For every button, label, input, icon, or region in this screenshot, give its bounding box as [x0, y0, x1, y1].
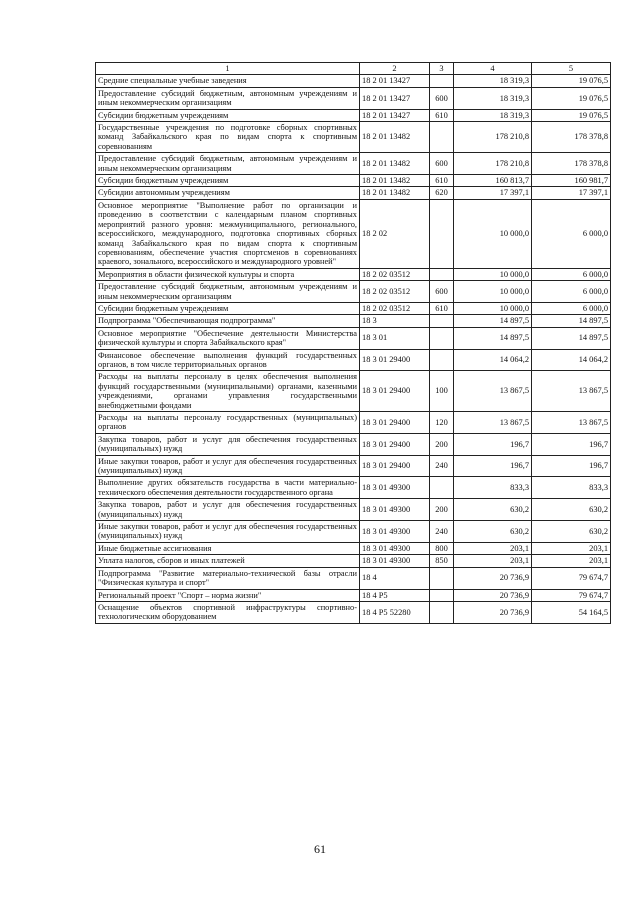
row-value-1: 178 210,8: [454, 153, 532, 175]
row-name: Финансовое обеспечение выполнения функций государственных органов, в том числе территориальных органов: [96, 349, 360, 371]
table-row: [96, 601, 611, 623]
row-value-1: 630,2: [454, 521, 532, 543]
row-value-1: 18 319,3: [454, 109, 532, 121]
row-code: 18 3 01 49300: [360, 542, 430, 554]
row-expense-type: [430, 75, 454, 87]
table-row: [96, 268, 611, 280]
row-code: 18 3 01 49300: [360, 521, 430, 543]
row-code: 18 3 01 29400: [360, 433, 430, 455]
row-expense-type: [430, 268, 454, 280]
table-row: [96, 87, 611, 109]
row-value-2: 79 674,7: [532, 589, 611, 601]
header-col-5: 5: [532, 63, 611, 75]
row-value-2: 6 000,0: [532, 268, 611, 280]
row-value-2: 196,7: [532, 433, 611, 455]
row-value-2: 19 076,5: [532, 87, 611, 109]
table-row: [96, 542, 611, 554]
header-col-1: 1: [96, 63, 360, 75]
row-value-2: 833,3: [532, 477, 611, 499]
row-expense-type: 100: [430, 371, 454, 412]
row-expense-type: [430, 349, 454, 371]
row-name: Региональный проект "Спорт – норма жизни": [96, 589, 360, 601]
row-code: 18 4: [360, 567, 430, 589]
table-row: [96, 315, 611, 327]
table-body: [96, 75, 611, 623]
row-code: 18 3 01 49300: [360, 555, 430, 567]
row-name: Субсидии бюджетным учреждениям: [96, 302, 360, 314]
table-row: [96, 75, 611, 87]
row-name: Субсидии бюджетным учреждениям: [96, 175, 360, 187]
row-expense-type: [430, 567, 454, 589]
row-name: Подпрограмма "Обеспечивающая подпрограмма": [96, 315, 360, 327]
row-name: Государственные учреждения по подготовке сборных спортивных команд Забайкальского края по видам спорта к спортивным соревнованиям: [96, 122, 360, 153]
row-code: 18 3 01 29400: [360, 349, 430, 371]
row-name: Основное мероприятие "Обеспечение деятельности Министерства физической культуры и спорта Забайкальского края": [96, 327, 360, 349]
row-value-1: 14 064,2: [454, 349, 532, 371]
row-name: Иные закупки товаров, работ и услуг для обеспечения государственных (муниципальных) нужд: [96, 521, 360, 543]
row-value-1: 13 867,5: [454, 412, 532, 434]
row-code: 18 3 01 49300: [360, 499, 430, 521]
row-name: Предоставление субсидий бюджетным, автономным учреждениям и иным некоммерческим организациям: [96, 153, 360, 175]
row-code: 18 3: [360, 315, 430, 327]
row-value-2: 13 867,5: [532, 371, 611, 412]
table-row: [96, 327, 611, 349]
row-value-1: 18 319,3: [454, 75, 532, 87]
row-expense-type: 610: [430, 175, 454, 187]
row-code: 18 4 P5: [360, 589, 430, 601]
row-value-2: 19 076,5: [532, 109, 611, 121]
row-expense-type: 610: [430, 109, 454, 121]
row-expense-type: 240: [430, 455, 454, 477]
row-code: 18 2 01 13482: [360, 187, 430, 199]
row-expense-type: [430, 315, 454, 327]
row-code: 18 4 P5 52280: [360, 601, 430, 623]
row-value-1: 10 000,0: [454, 199, 532, 268]
row-value-1: 833,3: [454, 477, 532, 499]
row-value-2: 14 064,2: [532, 349, 611, 371]
row-code: 18 3 01: [360, 327, 430, 349]
row-expense-type: [430, 589, 454, 601]
row-code: 18 2 01 13482: [360, 153, 430, 175]
row-expense-type: [430, 601, 454, 623]
row-value-1: 203,1: [454, 555, 532, 567]
row-name: Уплата налогов, сборов и иных платежей: [96, 555, 360, 567]
row-value-2: 79 674,7: [532, 567, 611, 589]
row-name: Выполнение других обязательств государства в части материально-технического обеспечения деятельности государственного органа: [96, 477, 360, 499]
row-value-1: 10 000,0: [454, 302, 532, 314]
row-expense-type: [430, 122, 454, 153]
table-row: [96, 521, 611, 543]
table-row: [96, 371, 611, 412]
row-expense-type: 800: [430, 542, 454, 554]
row-name: Закупка товаров, работ и услуг для обеспечения государственных (муниципальных) нужд: [96, 499, 360, 521]
table-row: [96, 567, 611, 589]
row-name: Предоставление субсидий бюджетным, автономным учреждениям и иным некоммерческим организациям: [96, 281, 360, 303]
row-code: 18 2 01 13427: [360, 109, 430, 121]
row-expense-type: [430, 477, 454, 499]
row-value-2: 14 897,5: [532, 315, 611, 327]
row-code: 18 2 02 03512: [360, 268, 430, 280]
row-value-1: 10 000,0: [454, 281, 532, 303]
row-name: Расходы на выплаты персоналу государственных (муниципальных) органов: [96, 412, 360, 434]
table-row: [96, 109, 611, 121]
row-name: Иные бюджетные ассигнования: [96, 542, 360, 554]
table-row: [96, 499, 611, 521]
row-value-1: 203,1: [454, 542, 532, 554]
table-row: [96, 455, 611, 477]
row-value-2: 17 397,1: [532, 187, 611, 199]
table-row: [96, 477, 611, 499]
row-expense-type: [430, 327, 454, 349]
table-row: [96, 281, 611, 303]
row-name: Мероприятия в области физической культуры и спорта: [96, 268, 360, 280]
row-code: 18 2 02 03512: [360, 281, 430, 303]
row-code: 18 2 02: [360, 199, 430, 268]
table-row: [96, 153, 611, 175]
row-value-1: 13 867,5: [454, 371, 532, 412]
row-expense-type: 600: [430, 281, 454, 303]
row-code: 18 2 01 13427: [360, 75, 430, 87]
row-value-1: 178 210,8: [454, 122, 532, 153]
row-code: 18 3 01 29400: [360, 455, 430, 477]
row-value-2: 13 867,5: [532, 412, 611, 434]
row-expense-type: 620: [430, 187, 454, 199]
row-expense-type: 120: [430, 412, 454, 434]
row-value-2: 196,7: [532, 455, 611, 477]
row-value-1: 196,7: [454, 433, 532, 455]
row-name: Расходы на выплаты персоналу в целях обеспечения выполнения функций государственными (муниципальными) органами, казенными учреждениями, органами управления государственными внебюджетными фондами: [96, 371, 360, 412]
row-value-1: 20 736,9: [454, 567, 532, 589]
table-row: [96, 433, 611, 455]
row-name: Средние специальные учебные заведения: [96, 75, 360, 87]
row-name: Субсидии автономным учреждениям: [96, 187, 360, 199]
row-value-2: 178 378,8: [532, 153, 611, 175]
table-row: [96, 589, 611, 601]
row-value-1: 20 736,9: [454, 601, 532, 623]
table-row: [96, 122, 611, 153]
row-code: 18 2 02 03512: [360, 302, 430, 314]
row-value-1: 630,2: [454, 499, 532, 521]
row-expense-type: 200: [430, 433, 454, 455]
row-value-1: 160 813,7: [454, 175, 532, 187]
row-value-2: 6 000,0: [532, 281, 611, 303]
row-expense-type: 600: [430, 87, 454, 109]
row-code: 18 3 01 49300: [360, 477, 430, 499]
header-col-2: 2: [360, 63, 430, 75]
table-row: [96, 349, 611, 371]
row-value-2: 203,1: [532, 555, 611, 567]
row-expense-type: [430, 199, 454, 268]
row-value-1: 18 319,3: [454, 87, 532, 109]
row-value-2: 6 000,0: [532, 199, 611, 268]
header-col-4: 4: [454, 63, 532, 75]
row-code: 18 2 01 13482: [360, 175, 430, 187]
table-row: [96, 187, 611, 199]
row-value-2: 19 076,5: [532, 75, 611, 87]
row-expense-type: 240: [430, 521, 454, 543]
row-name: Закупка товаров, работ и услуг для обеспечения государственных (муниципальных) нужд: [96, 433, 360, 455]
row-value-2: 14 897,5: [532, 327, 611, 349]
row-code: 18 2 01 13427: [360, 87, 430, 109]
table-row: [96, 302, 611, 314]
row-value-2: 54 164,5: [532, 601, 611, 623]
row-name: Иные закупки товаров, работ и услуг для обеспечения государственных (муниципальных) нужд: [96, 455, 360, 477]
row-expense-type: 850: [430, 555, 454, 567]
page-number: 61: [314, 842, 326, 856]
row-expense-type: 610: [430, 302, 454, 314]
row-name: Основное мероприятие "Выполнение работ по организации и проведению в соответствии с календарным планом спортивных мероприятий разного уровня: межмуниципального, регионального, всероссийского, международного, подготовка спортивных сборных команд Забайкальского края по видам спорта к спортивным соревнованиям, обеспечение участия спортсменов в соревнованиях краевого, зонального, всероссийского и международного уровней": [96, 199, 360, 268]
budget-table: [95, 62, 611, 624]
row-value-1: 10 000,0: [454, 268, 532, 280]
table-row: [96, 412, 611, 434]
header-col-3: 3: [430, 63, 454, 75]
row-code: 18 2 01 13482: [360, 122, 430, 153]
row-expense-type: 200: [430, 499, 454, 521]
table-row: [96, 175, 611, 187]
row-value-2: 160 981,7: [532, 175, 611, 187]
row-code: 18 3 01 29400: [360, 412, 430, 434]
table-header-row: [96, 63, 611, 75]
table-row: [96, 199, 611, 268]
row-value-2: 6 000,0: [532, 302, 611, 314]
row-value-1: 196,7: [454, 455, 532, 477]
row-name: Оснащение объектов спортивной инфраструктуры спортивно-технологическим оборудованием: [96, 601, 360, 623]
row-value-1: 17 397,1: [454, 187, 532, 199]
row-value-1: 14 897,5: [454, 315, 532, 327]
row-name: Субсидии бюджетным учреждениям: [96, 109, 360, 121]
row-name: Предоставление субсидий бюджетным, автономным учреждениям и иным некоммерческим организациям: [96, 87, 360, 109]
row-value-2: 630,2: [532, 521, 611, 543]
row-value-2: 630,2: [532, 499, 611, 521]
row-expense-type: 600: [430, 153, 454, 175]
row-value-2: 203,1: [532, 542, 611, 554]
row-value-2: 178 378,8: [532, 122, 611, 153]
row-value-1: 20 736,9: [454, 589, 532, 601]
table-row: [96, 555, 611, 567]
row-code: 18 3 01 29400: [360, 371, 430, 412]
row-name: Подпрограмма "Развитие материально-технической базы отрасли "Физическая культура и спорт": [96, 567, 360, 589]
row-value-1: 14 897,5: [454, 327, 532, 349]
